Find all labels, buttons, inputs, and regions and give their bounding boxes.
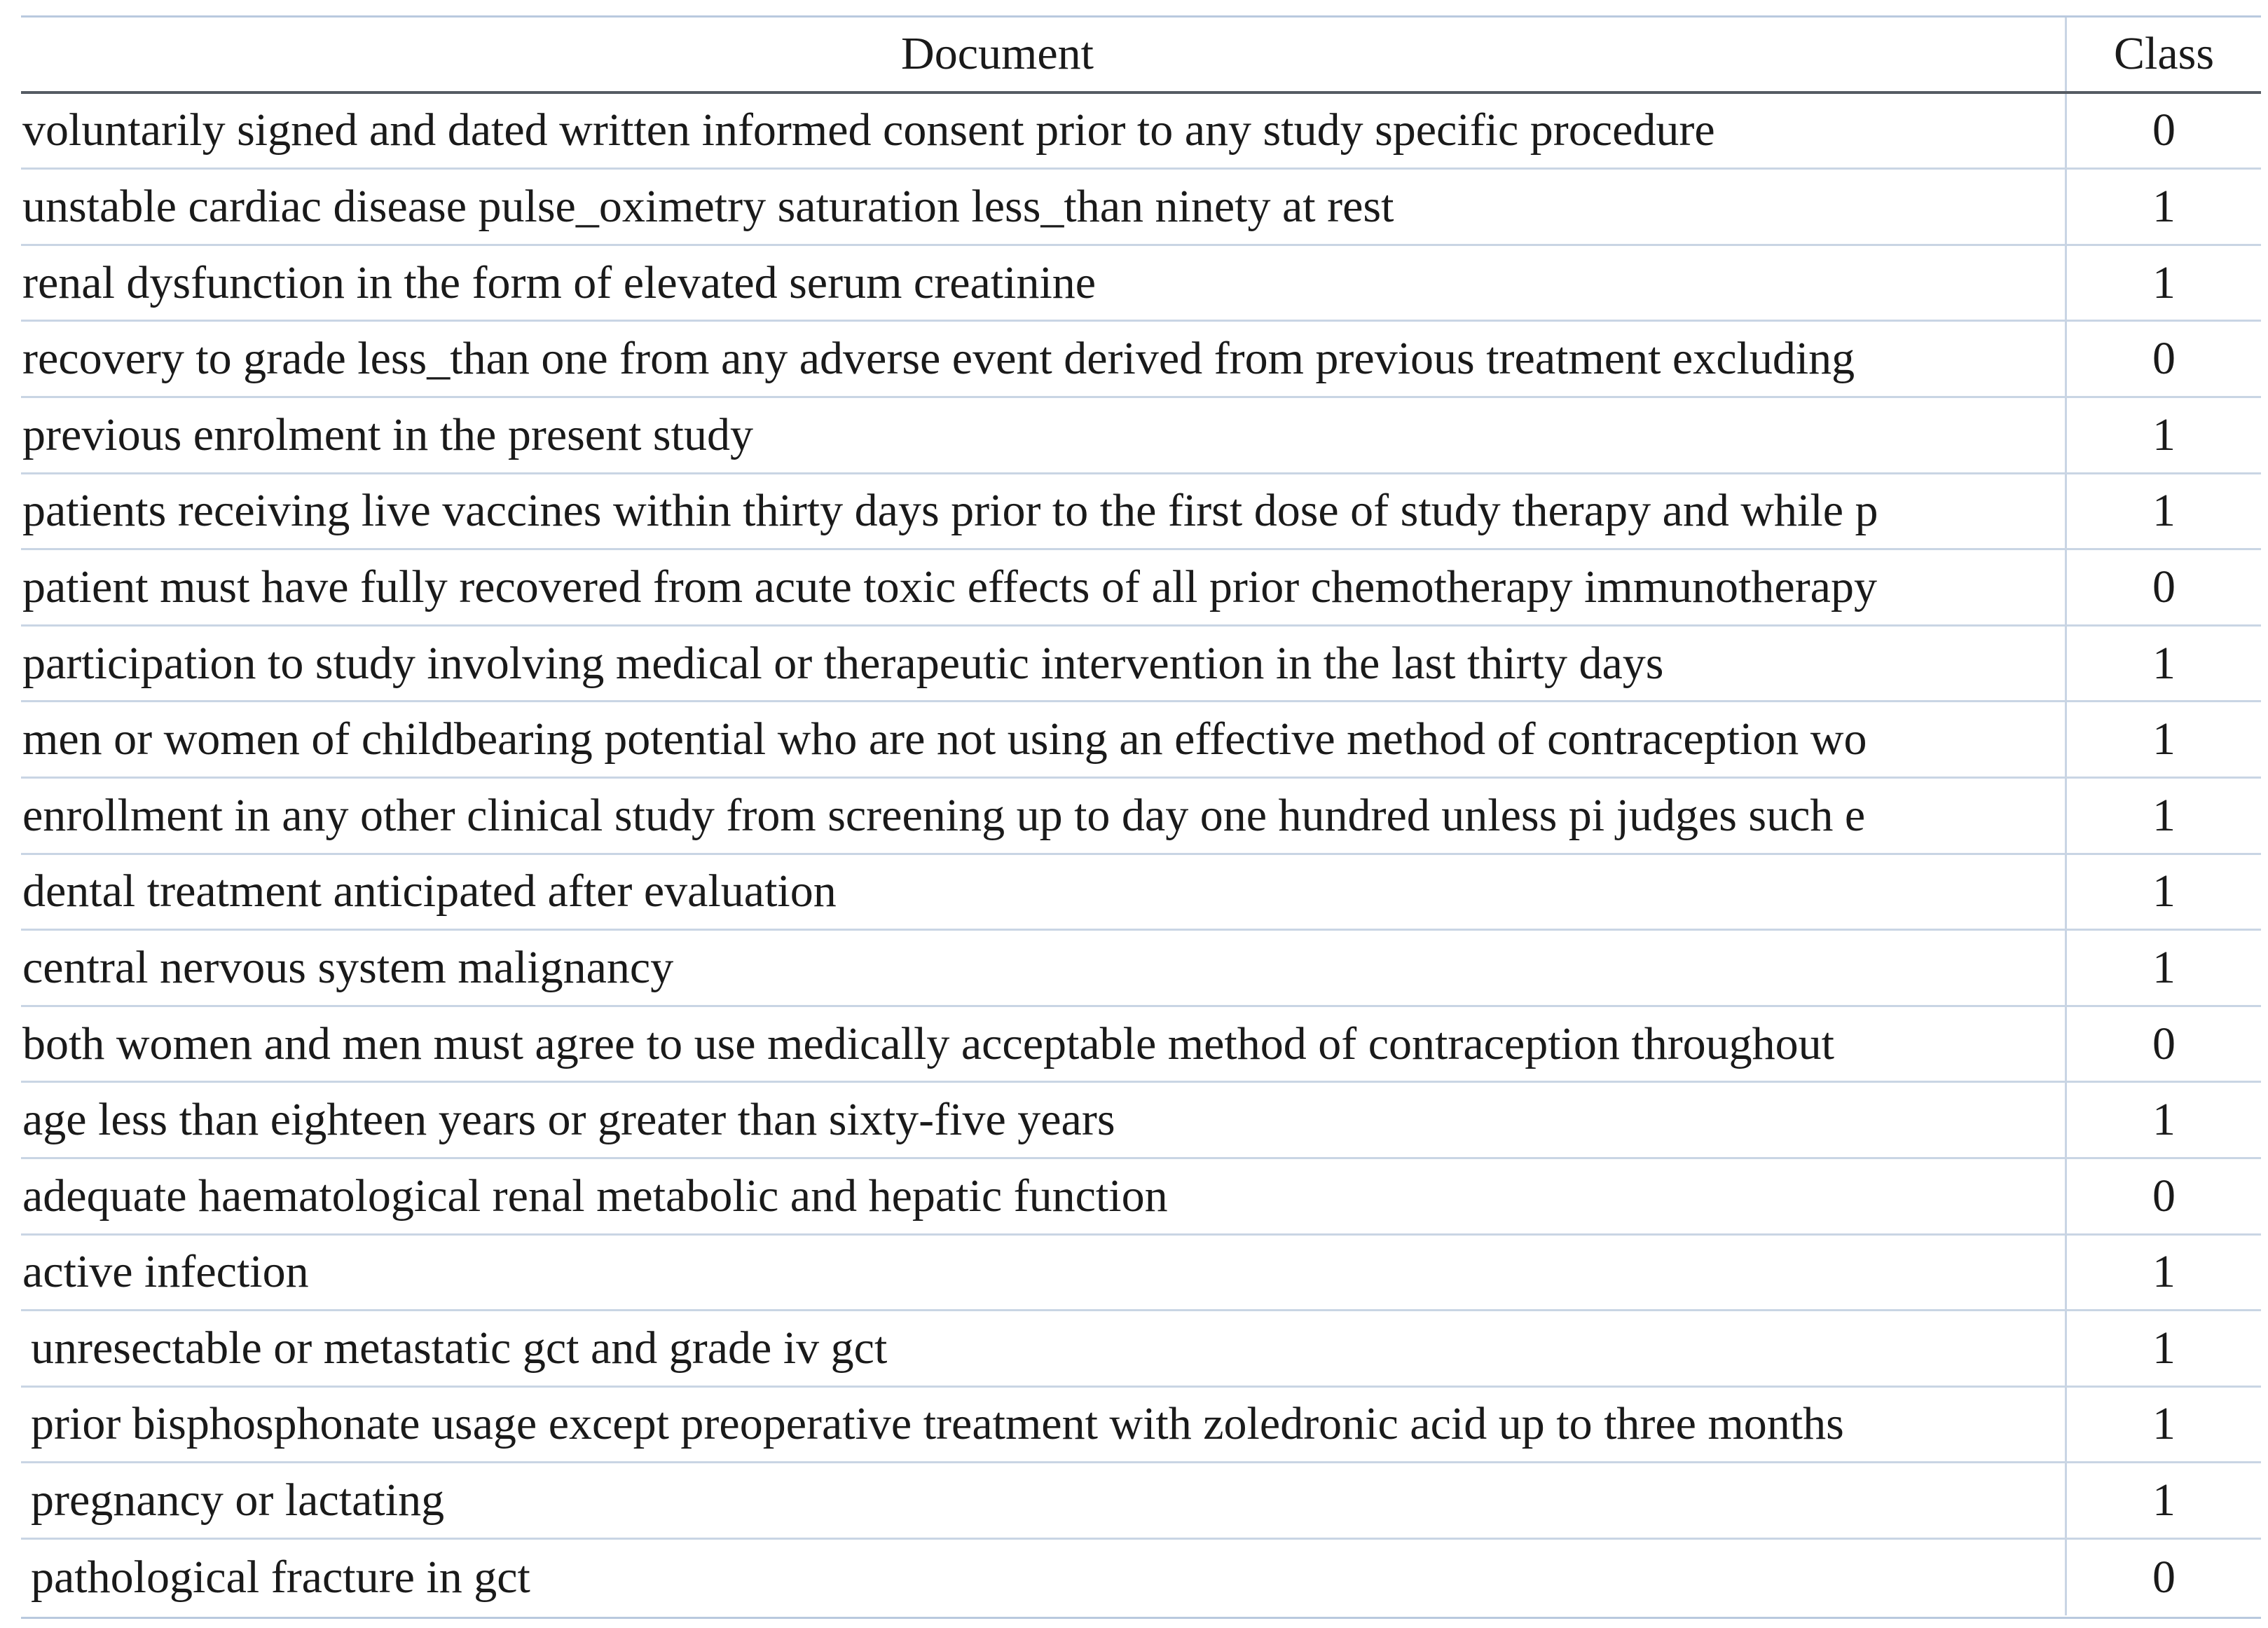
table-row — [21, 779, 2261, 855]
document-cell: pregnancy or lactating — [21, 1463, 2067, 1538]
class-cell: 1 — [2152, 1094, 2176, 1146]
document-cell: central nervous system malignancy — [21, 931, 2067, 1005]
table-row — [21, 627, 2261, 703]
class-cell: 1 — [2152, 866, 2176, 917]
table-row — [21, 855, 2261, 931]
table-row — [21, 170, 2261, 246]
table-row — [21, 702, 2261, 779]
table-row — [21, 94, 2261, 170]
document-cell: voluntarily signed and dated written informed consent prior to any study specific procedure — [21, 94, 2067, 168]
class-cell: 1 — [2152, 180, 2176, 232]
class-cell: 0 — [2152, 561, 2176, 613]
class-cell: 1 — [2152, 637, 2176, 689]
table-row — [21, 1236, 2261, 1312]
document-cell: participation to study involving medical or therapeutic intervention in the last thirty days — [21, 627, 2067, 701]
table-row — [21, 931, 2261, 1007]
document-cell: dental treatment anticipated after evaluation — [21, 855, 2067, 929]
class-cell: 0 — [2152, 104, 2176, 156]
document-class-table — [21, 15, 2261, 1619]
table-row — [21, 1388, 2261, 1464]
document-cell: prior bisphosphonate usage except preoperative treatment with zoledronic acid up to three months — [21, 1388, 2067, 1462]
table-row — [21, 1311, 2261, 1388]
document-cell: patient must have fully recovered from acute toxic effects of all prior chemotherapy immunotherapy — [21, 550, 2067, 624]
class-cell: 1 — [2152, 1322, 2176, 1374]
class-cell: 1 — [2152, 1246, 2176, 1298]
class-cell: 1 — [2152, 409, 2176, 460]
class-cell: 1 — [2152, 1475, 2176, 1526]
class-cell: 0 — [2152, 333, 2176, 385]
column-header-document: Document — [21, 18, 2067, 91]
class-cell: 0 — [2152, 1018, 2176, 1069]
column-header-class: Class — [2113, 28, 2215, 80]
document-cell: renal dysfunction in the form of elevated serum creatinine — [21, 246, 2067, 320]
table-row — [21, 1159, 2261, 1236]
document-cell: active infection — [21, 1236, 2067, 1310]
class-cell: 1 — [2152, 256, 2176, 308]
document-cell: unstable cardiac disease pulse_oximetry saturation less_than ninety at rest — [21, 170, 2067, 244]
document-cell: patients receiving live vaccines within thirty days prior to the first dose of study therapy and while p — [21, 474, 2067, 549]
class-cell: 1 — [2152, 789, 2176, 841]
class-cell: 0 — [2152, 1170, 2176, 1222]
table-grid — [21, 18, 2261, 1615]
table-row — [21, 1007, 2261, 1083]
table-header-row — [21, 18, 2261, 94]
document-cell: unresectable or metastatic gct and grade iv gct — [21, 1311, 2067, 1386]
table-row — [21, 1083, 2261, 1159]
class-cell: 1 — [2152, 1398, 2176, 1450]
document-cell: recovery to grade less_than one from any adverse event derived from previous treatment excluding — [21, 322, 2067, 396]
class-cell: 1 — [2152, 713, 2176, 765]
class-cell: 0 — [2152, 1552, 2176, 1603]
table-row — [21, 322, 2261, 398]
table-row — [21, 550, 2261, 627]
class-cell: 1 — [2152, 485, 2176, 537]
table-row — [21, 1540, 2261, 1616]
document-cell: pathological fracture in gct — [21, 1540, 2067, 1616]
table-row — [21, 1463, 2261, 1540]
table-row — [21, 398, 2261, 474]
table-row — [21, 246, 2261, 322]
table-row — [21, 474, 2261, 551]
document-cell: both women and men must agree to use medically acceptable method of contraception throughout — [21, 1007, 2067, 1081]
document-cell: adequate haematological renal metabolic and hepatic function — [21, 1159, 2067, 1233]
class-cell: 1 — [2152, 941, 2176, 993]
document-cell: previous enrolment in the present study — [21, 398, 2067, 472]
document-cell: men or women of childbearing potential who are not using an effective method of contraception wo — [21, 702, 2067, 777]
document-cell: age less than eighteen years or greater than sixty-five years — [21, 1083, 2067, 1157]
document-cell: enrollment in any other clinical study from screening up to day one hundred unless pi judges such e — [21, 779, 2067, 853]
